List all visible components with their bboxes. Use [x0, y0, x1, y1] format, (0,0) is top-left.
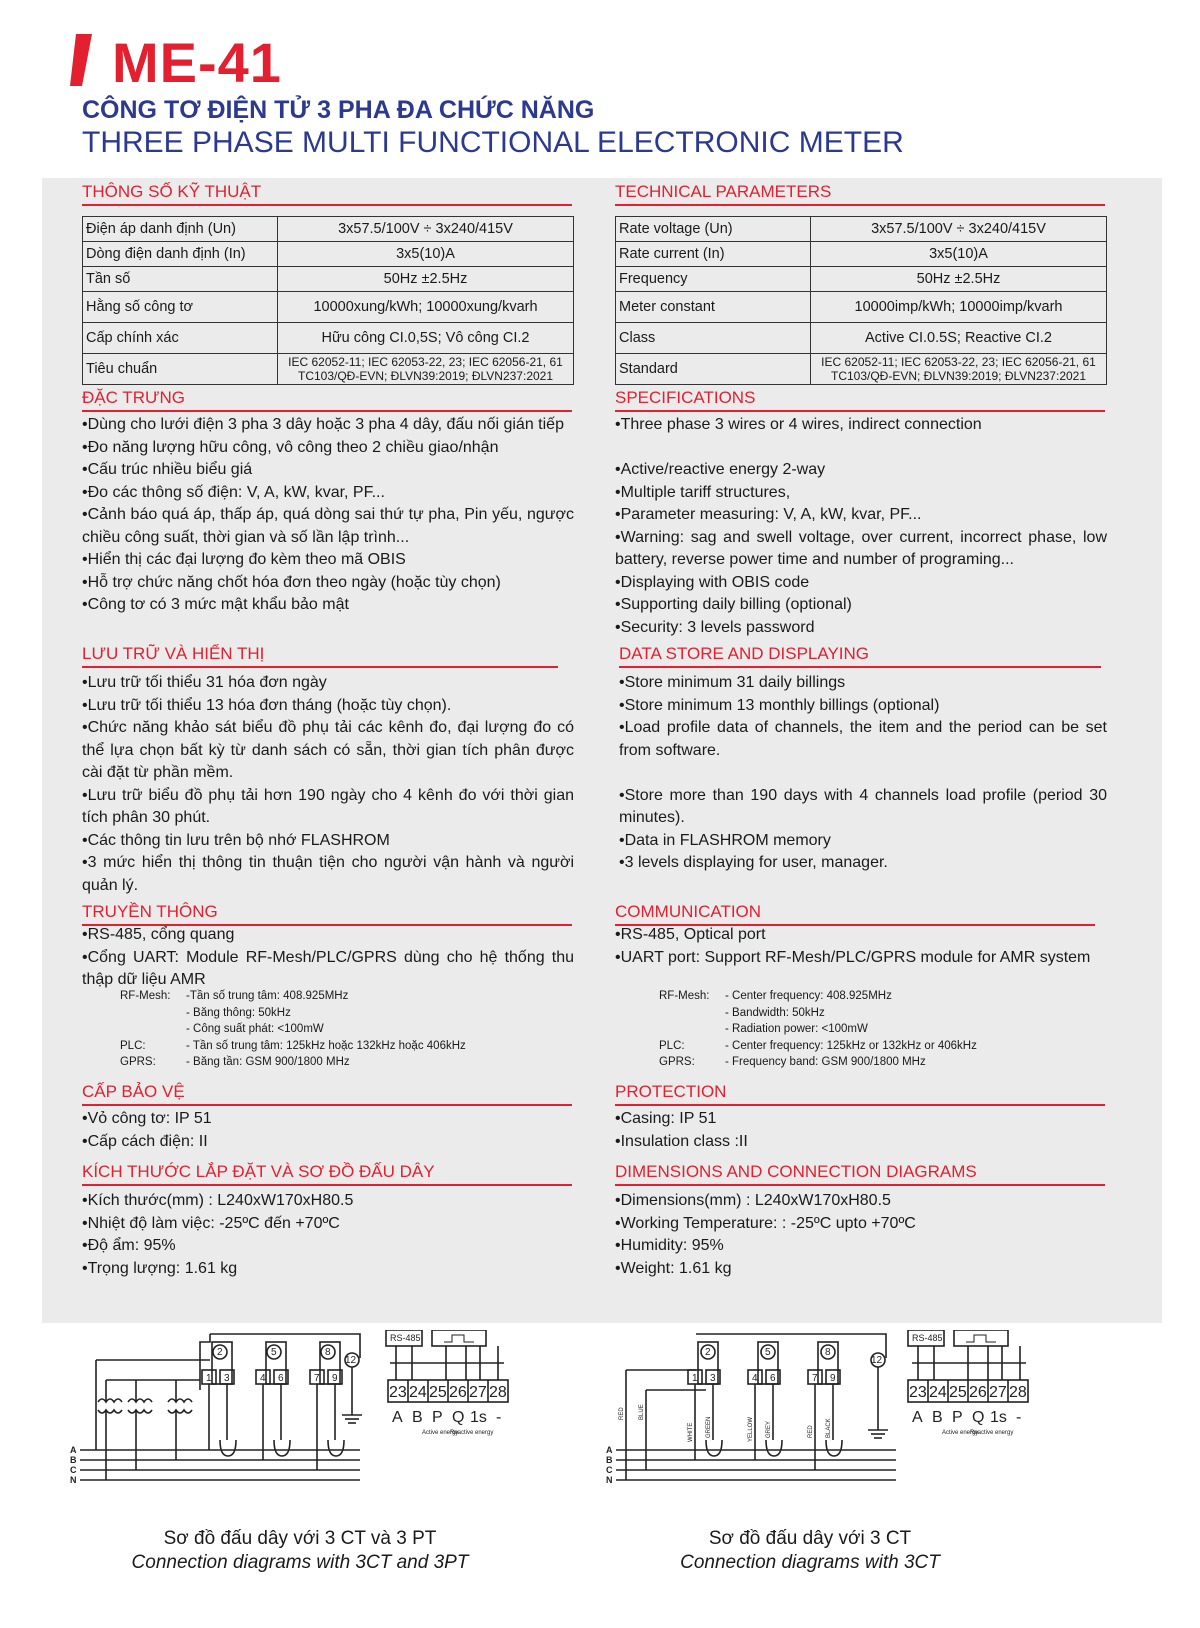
standard-line-2: TC103/QĐ-EVN; ĐLVN39:2019; ĐLVN237:2021 [830, 369, 1087, 383]
terminal-number: 1 [692, 1373, 698, 1384]
sub-key [120, 1021, 186, 1038]
sub-key [659, 1021, 725, 1038]
table-cell-value: Hữu công CI.0,5S; Vô công CI.2 [278, 323, 574, 354]
standard-line-1: IEC 62052-11; IEC 62053-22, 23; IEC 62056-21, 61 [821, 355, 1096, 369]
comm-terminal-letter: B [932, 1409, 943, 1426]
table-cell-key: Hằng số công tơ [83, 292, 278, 323]
list-item: •Lưu trữ tối thiểu 31 hóa đơn ngày [82, 674, 327, 691]
table-row [120, 1054, 470, 1071]
terminal-number: 2 [705, 1347, 711, 1358]
terminal-number: 6 [278, 1373, 284, 1384]
phase-letter: B [70, 1455, 77, 1465]
comm-terminal-number: 23 [389, 1384, 407, 1401]
comm-terminal-letter: B [412, 1409, 423, 1426]
comm-terminal-number: 27 [469, 1384, 487, 1401]
sub-value: - Băng thông: 50kHz [186, 1006, 291, 1019]
comm-terminal-number: 28 [489, 1384, 507, 1401]
list-item: •Cổng UART: Module RF-Mesh/PLC/GPRS dùng cho hệ thống thu thập dữ liệu AMR [82, 948, 574, 988]
comm-terminal-letter: - [1016, 1409, 1022, 1426]
comm-terminal-number: 25 [429, 1384, 447, 1401]
pulse-label: Active energy [942, 1430, 979, 1436]
spec-panel [42, 178, 1162, 1323]
table-row [120, 988, 470, 1005]
list-item: •Data in FLASHROM memory [619, 831, 831, 849]
sub-key: PLC: [120, 1039, 146, 1052]
list-item: •Nhiệt độ làm việc: -25ºC đến +70ºC [82, 1214, 340, 1232]
table-row [120, 1021, 470, 1038]
wire-color-label: YELLOW [748, 1416, 754, 1442]
comm-terminal-number: 24 [929, 1384, 947, 1401]
list-item: •Dùng cho lưới điện 3 pha 3 dây hoặc 3 pha 4 dây, đấu nối gián tiếp [82, 416, 564, 433]
list-item: •RS-485, cổng quang [82, 926, 235, 943]
prot-list-vn [82, 1108, 574, 1153]
comm-terminal-letter: A [392, 1409, 403, 1426]
list-item: •Đo các thông số điện: V, A, kW, kvar, PF... [82, 483, 385, 501]
list-spacer [619, 762, 1107, 785]
comm-subdetails-vn [120, 988, 470, 1071]
table-row [659, 1054, 981, 1071]
rs485-label: RS-485 [912, 1333, 943, 1343]
table-cell-key: Dòng điện danh định (In) [83, 242, 278, 267]
sub-key: RF-Mesh: [120, 990, 171, 1002]
list-item: •Cấp cách điện: II [82, 1132, 208, 1150]
sub-value: - Center frequency: 125kHz or 132kHz or 406kHz [725, 1039, 977, 1052]
list-item: •Hỗ trợ chức năng chốt hóa đơn theo ngày (hoặc tùy chọn) [82, 573, 501, 591]
list-item: •Hiển thị các đại lượng đo kèm theo mã OBIS [82, 551, 406, 568]
list-item: •Dimensions(mm) : L240xW170xH80.5 [615, 1192, 891, 1209]
comm-terminal-letter: P [432, 1409, 443, 1426]
comm-subdetails-en [659, 988, 981, 1071]
table-row [616, 267, 1107, 292]
table-cell-key: Standard [616, 354, 811, 385]
wire-color-label: GREY [766, 1420, 772, 1438]
sub-key [659, 1005, 725, 1022]
terminal-number: 7 [314, 1373, 320, 1384]
terminal-number: 4 [260, 1373, 266, 1384]
table-cell-key: Frequency [616, 267, 811, 292]
comm-terminal-letter: 1s [990, 1409, 1007, 1426]
list-item: •Store more than 190 days with 4 channels load profile (period 30 minutes). [619, 786, 1107, 826]
rs485-label: RS-485 [390, 1333, 421, 1343]
terminal-number: 6 [770, 1373, 776, 1384]
pulse-label: Reactive energy [970, 1430, 1014, 1436]
list-item: •Cảnh báo quá áp, thấp áp, quá dòng sai thứ tự pha, Pin yếu, ngược chiều công suất, thời gian và số lần lập trình... [82, 506, 574, 546]
sub-value: - Bandwidth: 50kHz [725, 1006, 825, 1019]
list-spacer [615, 437, 1107, 460]
caption-vn: Sơ đồ đấu dây với 3 CT [708, 1528, 912, 1549]
list-item: •Kích thước(mm) : L240xW170xH80.5 [82, 1192, 354, 1209]
list-item: •Lưu trữ tối thiểu 13 hóa đơn tháng (hoặc tùy chọn). [82, 696, 452, 714]
caption-right [610, 1527, 1010, 1575]
comm-terminal-number: 27 [989, 1384, 1007, 1401]
list-item: •Displaying with OBIS code [615, 573, 810, 591]
sub-value: - Công suất phát: <100mW [186, 1023, 324, 1035]
table-row [83, 323, 574, 354]
caption-en: Connection diagrams with 3CT and 3PT [131, 1552, 469, 1573]
table-cell-key: Tiêu chuẩn [83, 354, 278, 385]
wiring-diagram-3ct [596, 1330, 1096, 1520]
table-cell-value: 3x57.5/100V ÷ 3x240/415V [811, 217, 1107, 242]
terminal-number: 12 [345, 1355, 357, 1366]
table-cell-key: Rate current (In) [616, 242, 811, 267]
terminal-number: 9 [332, 1373, 338, 1384]
wire-color-label: BLACK [826, 1418, 832, 1438]
phase-letter: N [70, 1475, 77, 1485]
table-row [120, 1005, 470, 1022]
list-item: •Đo năng lượng hữu công, vô công theo 2 chiều giao/nhận [82, 438, 499, 456]
table-row [83, 292, 574, 323]
wiring-diagram-3ct-3pt [60, 1330, 560, 1520]
list-item: •Casing: IP 51 [615, 1110, 717, 1127]
list-item: •Multiple tariff structures, [615, 483, 791, 501]
comm-terminal-number: 28 [1009, 1384, 1027, 1401]
store-list-vn [82, 672, 574, 897]
list-item: •Công tơ có 3 mức mật khẩu bảo mật [82, 596, 349, 613]
dim-list-en [615, 1190, 1107, 1280]
standard-line-1: IEC 62052-11; IEC 62053-22, 23; IEC 62056-21, 61 [288, 355, 563, 369]
table-cell-key: Cấp chính xác [83, 323, 278, 354]
list-item: •Three phase 3 wires or 4 wires, indirect connection [615, 416, 982, 433]
table-row [616, 242, 1107, 267]
comm-list-en [615, 924, 1107, 969]
list-item: •Cấu trúc nhiều biểu giá [82, 461, 253, 478]
terminal-number: 1 [206, 1373, 212, 1384]
list-item: •Các thông tin lưu trên bộ nhớ FLASHROM [82, 831, 390, 849]
table-row [659, 1005, 981, 1022]
list-item: •3 mức hiển thị thông tin thuận tiện cho người vận hành và người quản lý. [82, 854, 574, 894]
list-item: •Store minimum 13 monthly billings (optional) [619, 696, 940, 714]
pulse-label: Active energy [422, 1430, 459, 1436]
terminal-number: 5 [271, 1347, 277, 1358]
section-title-store-vn: LƯU TRỮ VÀ HIỂN THỊ [82, 644, 558, 668]
comm-terminal-number: 26 [969, 1384, 987, 1401]
terminal-number: 8 [325, 1347, 331, 1358]
sub-key: GPRS: [659, 1056, 695, 1068]
table-cell-value: 3x5(10)A [278, 242, 574, 267]
list-item: •Lưu trữ biểu đồ phụ tải hơn 190 ngày cho 4 kênh đo với thời gian tích phân 30 phút. [82, 786, 574, 826]
wire-color-label: RED [808, 1425, 814, 1438]
table-row [83, 242, 574, 267]
list-item: •Humidity: 95% [615, 1237, 724, 1254]
terminal-number: 3 [710, 1373, 716, 1384]
list-item: •UART port: Support RF-Mesh/PLC/GPRS module for AMR system [615, 948, 1091, 966]
title-vietnamese: CÔNG TƠ ĐIỆN TỬ 3 PHA ĐA CHỨC NĂNG [82, 96, 595, 124]
table-cell-key: Class [616, 323, 811, 354]
phase-letter: B [606, 1455, 613, 1465]
terminal-number: 7 [812, 1373, 818, 1384]
comm-terminal-letter: - [496, 1409, 502, 1426]
sub-key: RF-Mesh: [659, 990, 710, 1002]
list-item: •Store minimum 31 daily billings [619, 674, 846, 691]
table-row [616, 292, 1107, 323]
comm-terminal-letter: Q [452, 1409, 465, 1426]
table-row [83, 354, 574, 385]
sub-key [120, 1005, 186, 1022]
table-row [120, 1038, 470, 1055]
sub-value: - Radiation power: <100mW [725, 1023, 868, 1035]
store-list-en [619, 672, 1107, 875]
list-item: •Active/reactive energy 2-way [615, 461, 826, 478]
comm-terminal-number: 25 [949, 1384, 967, 1401]
section-title-tech-en: TECHNICAL PARAMETERS [615, 182, 1105, 206]
table-row [83, 267, 574, 292]
section-title-tech-vn: THÔNG SỐ KỸ THUẬT [82, 182, 572, 206]
prot-list-en [615, 1108, 1107, 1153]
table-row [659, 988, 981, 1005]
sub-value: - Băng tần: GSM 900/1800 MHz [186, 1056, 350, 1068]
tech-table-vn [82, 216, 574, 385]
spec-list-vn [82, 414, 574, 617]
list-item: •3 levels displaying for user, manager. [619, 854, 888, 871]
phase-letter: C [606, 1465, 613, 1475]
caption-vn: Sơ đồ đấu dây với 3 CT và 3 PT [163, 1528, 437, 1549]
table-cell-value: 3x57.5/100V ÷ 3x240/415V [278, 217, 574, 242]
list-item: •Insulation class :II [615, 1132, 748, 1150]
table-row [616, 354, 1107, 385]
list-item: •Working Temperature: : -25ºC upto +70ºC [615, 1214, 916, 1232]
terminal-number: 5 [765, 1347, 771, 1358]
section-title-dim-vn: KÍCH THƯỚC LẮP ĐẶT VÀ SƠ ĐỒ ĐẤU DÂY [82, 1162, 572, 1186]
sub-value: - Frequency band: GSM 900/1800 MHz [725, 1056, 926, 1068]
table-row [616, 217, 1107, 242]
terminal-number: 2 [217, 1347, 223, 1358]
table-cell-value: 10000imp/kWh; 10000imp/kvarh [811, 292, 1107, 323]
comm-list-vn [82, 924, 574, 992]
spec-list-en [615, 414, 1107, 639]
table-row [659, 1021, 981, 1038]
section-title-spec-vn: ĐẶC TRƯNG [82, 388, 572, 412]
table-cell-value [811, 354, 1107, 385]
table-row [616, 323, 1107, 354]
comm-terminal-letter: Q [972, 1409, 985, 1426]
caption-left [90, 1527, 510, 1575]
wire-color-label: GREEN [706, 1416, 712, 1438]
table-row [83, 217, 574, 242]
phase-letter: N [606, 1475, 613, 1485]
section-title-comm-vn: TRUYỀN THÔNG [82, 902, 572, 926]
table-cell-value [278, 354, 574, 385]
table-cell-value: 50Hz ±2.5Hz [811, 267, 1107, 292]
list-item: •Weight: 1.61 kg [615, 1259, 732, 1277]
phase-letter: C [70, 1465, 77, 1475]
comm-terminal-number: 26 [449, 1384, 467, 1401]
comm-terminal-letter: 1s [470, 1409, 487, 1426]
comm-terminal-letter: A [912, 1409, 923, 1426]
table-cell-value: Active CI.0.5S; Reactive CI.2 [811, 323, 1107, 354]
list-item: •Load profile data of channels, the item and the period can be set from software. [619, 719, 1107, 759]
table-cell-value: 3x5(10)A [811, 242, 1107, 267]
list-item: •Chức năng khảo sát biểu đồ phụ tải các kênh đo, đại lượng đo có thể lựa chọn bất kỳ từ danh sách có sẵn, thời gian tích phân được cài đặt từ phần mềm. [82, 719, 574, 781]
section-title-prot-en: PROTECTION [615, 1082, 1105, 1106]
tech-table-en [615, 216, 1107, 385]
list-item: •Vỏ công tơ: IP 51 [82, 1110, 212, 1127]
sub-value: -Tần số trung tâm: 408.925MHz [186, 990, 349, 1002]
sub-key: PLC: [659, 1039, 685, 1052]
model-name: ME-41 [112, 31, 282, 94]
list-item: •Parameter measuring: V, A, kW, kvar, PF... [615, 506, 922, 523]
phase-letter: A [70, 1445, 77, 1455]
section-title-prot-vn: CẤP BẢO VỆ [82, 1082, 572, 1106]
comm-terminal-letter: P [952, 1409, 963, 1426]
list-item: •Security: 3 levels password [615, 618, 815, 636]
terminal-number: 12 [871, 1355, 883, 1366]
sub-value: - Tần số trung tâm: 125kHz hoặc 132kHz hoặc 406kHz [186, 1039, 466, 1052]
table-cell-value: 10000xung/kWh; 10000xung/kvarh [278, 292, 574, 323]
section-title-comm-en: COMMUNICATION [615, 902, 1095, 926]
comm-terminal-number: 23 [909, 1384, 927, 1401]
list-item: •Trọng lượng: 1.61 kg [82, 1259, 238, 1277]
comm-terminal-number: 24 [409, 1384, 427, 1401]
list-item: •Độ ẩm: 95% [82, 1237, 176, 1254]
table-row [659, 1038, 981, 1055]
logo-slash-icon [70, 34, 92, 86]
wire-color-label: WHITE [688, 1422, 694, 1442]
table-cell-key: Điện áp danh định (Un) [83, 217, 278, 242]
sub-value: - Center frequency: 408.925MHz [725, 990, 892, 1002]
wire-color-label: BLUE [639, 1404, 645, 1420]
header [0, 0, 1200, 180]
list-item: •Warning: sag and swell voltage, over current, incorrect phase, low battery, reverse power time and number of programing... [615, 528, 1107, 568]
title-english: THREE PHASE MULTI FUNCTIONAL ELECTRONIC METER [82, 126, 904, 159]
phase-letter: A [606, 1445, 613, 1455]
standard-line-2: TC103/QĐ-EVN; ĐLVN39:2019; ĐLVN237:2021 [297, 369, 554, 383]
wire-color-label: RED [619, 1407, 625, 1420]
terminal-number: 9 [830, 1373, 836, 1384]
terminal-number: 3 [224, 1373, 230, 1384]
table-cell-key: Meter constant [616, 292, 811, 323]
list-item: •Supporting daily billing (optional) [615, 596, 852, 613]
table-cell-value: 50Hz ±2.5Hz [278, 267, 574, 292]
terminal-number: 8 [825, 1347, 831, 1358]
table-cell-key: Rate voltage (Un) [616, 217, 811, 242]
sub-key: GPRS: [120, 1056, 156, 1068]
dim-list-vn [82, 1190, 574, 1280]
section-title-store-en: DATA STORE AND DISPLAYING [619, 644, 1101, 668]
caption-en: Connection diagrams with 3CT [680, 1552, 940, 1573]
terminal-number: 4 [752, 1373, 758, 1384]
pulse-label: Reactive energy [450, 1430, 494, 1436]
table-cell-key: Tần số [83, 267, 278, 292]
section-title-spec-en: SPECIFICATIONS [615, 388, 1105, 412]
section-title-dim-en: DIMENSIONS AND CONNECTION DIAGRAMS [615, 1162, 1105, 1186]
list-item: •RS-485, Optical port [615, 926, 766, 943]
